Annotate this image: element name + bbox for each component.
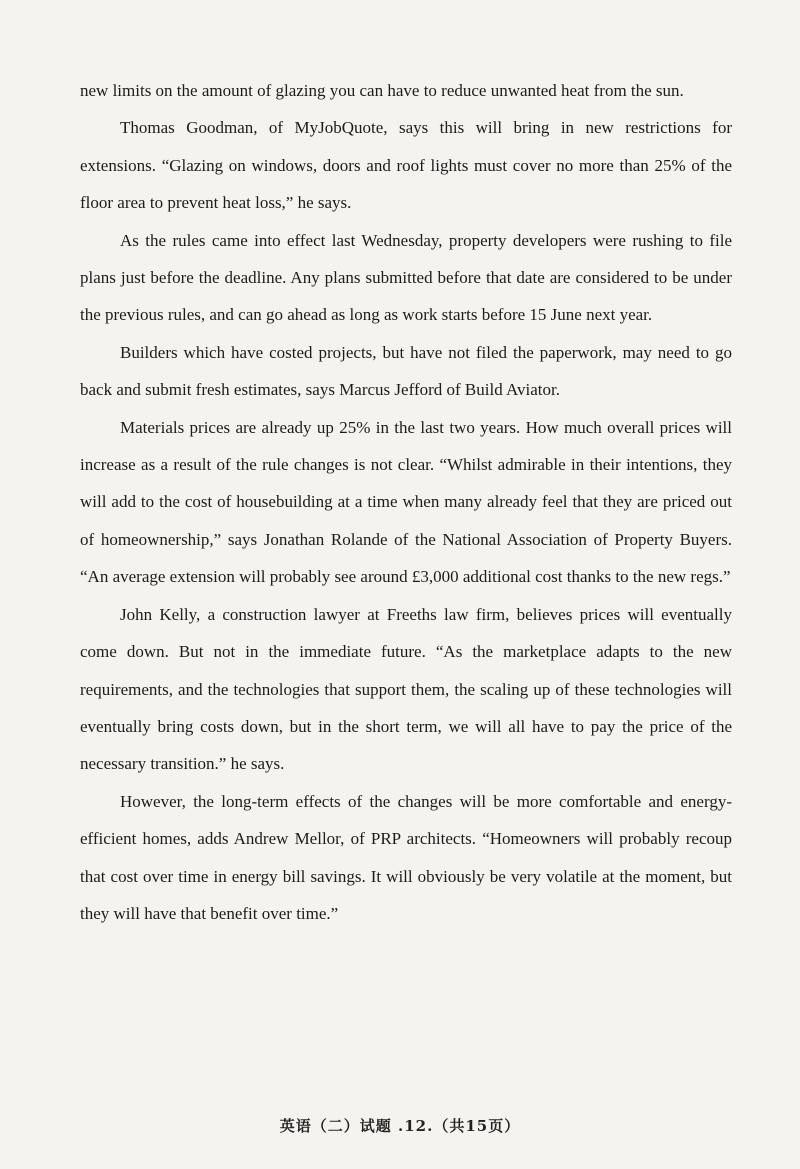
page-footer: 英语（二）试题 .12.（共15页） <box>279 1117 521 1135</box>
paragraph-6: John Kelly, a construction lawyer at Freeths law firm, believes prices will eventually come down. But not in the immediate future. “As the marketplace adapts to the new requirements, and the technologies that support them, the scaling up of these technologies will eventually bring costs down, but in the short term, we will all have to pay the price of the necessary transition.” he says. <box>80 604 732 774</box>
paragraph-2: Thomas Goodman, of MyJobQuote, says this will bring in new restrictions for extensions. “Glazing on windows, doors and roof lights must cover no more than 25% of the floor area to prevent heat loss,” he says. <box>80 118 732 213</box>
paragraph-7: However, the long-term effects of the changes will be more comfortable and energy-efficient homes, adds Andrew Mellor, of PRP architects. “Homeowners will probably recoup that cost over time in energy bill savings. It will obviously be very volatile at the moment, but they will have that benefit over time.” <box>80 791 732 923</box>
article-body <box>80 72 732 932</box>
paragraph-4: Builders which have costed projects, but have not filed the paperwork, may need to go back and submit fresh estimates, says Marcus Jefford of Build Aviator. <box>80 342 732 400</box>
paragraph-1: new limits on the amount of glazing you can have to reduce unwanted heat from the sun. <box>80 81 684 100</box>
paragraph-5: Materials prices are already up 25% in the last two years. How much overall prices will increase as a result of the rule changes is not clear. “Whilst admirable in their intentions, they will add to the cost of housebuilding at a time when many already feel that they are priced out of homeownership,” says Jonathan Rolande of the National Association of Property Buyers. “An average extension will probably see around £3,000 additional cost thanks to the new regs.” <box>80 417 732 587</box>
paragraph-3: As the rules came into effect last Wednesday, property developers were rushing to file plans just before the deadline. Any plans submitted before that date are considered to be under the previous rules, and can go ahead as long as work starts before 15 June next year. <box>80 230 732 325</box>
